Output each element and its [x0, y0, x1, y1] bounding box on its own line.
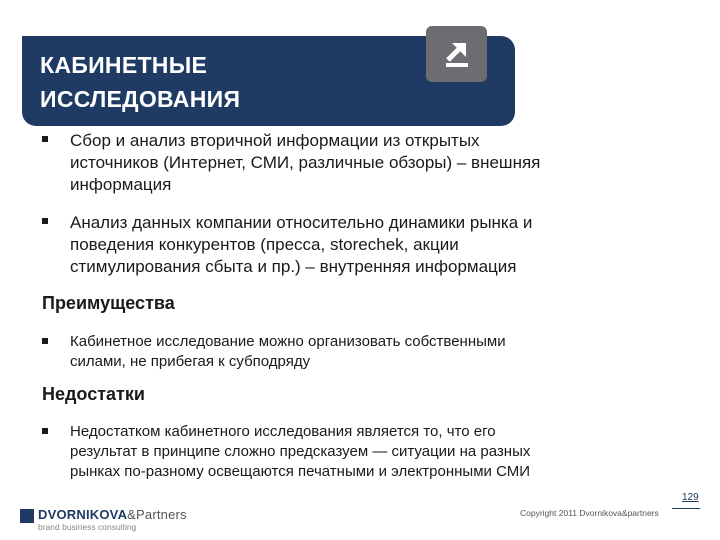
brand-logo-square	[426, 26, 487, 82]
bullet-line: Недостатком кабинетного исследования является то, что его	[70, 423, 496, 440]
bullet-advantage	[42, 332, 692, 376]
bullet-line: информация	[70, 175, 172, 194]
slide-title-line-2: ИССЛЕДОВАНИЯ	[40, 86, 241, 112]
page-number: 129	[682, 492, 699, 503]
bullet-external-info	[42, 130, 692, 200]
bullet-line: силами, не прибегая к субподряду	[70, 353, 311, 370]
bullet-text	[70, 332, 506, 372]
bullet-text	[70, 422, 530, 482]
logo-wordmark	[38, 507, 187, 522]
slide-title-line-1: КАБИНЕТНЫЕ	[40, 52, 208, 78]
bullet-line: рынках по-разному освещаются печатными и электронными СМИ	[70, 463, 531, 480]
disadvantages-heading: Недостатки	[42, 384, 145, 404]
footer-divider	[672, 508, 700, 509]
bullet-text	[70, 212, 532, 278]
advantages-heading: Преимущества	[42, 293, 175, 313]
bullet-line: поведения конкурентов (пресса, storechek, акции	[70, 235, 459, 254]
bullet-line: Анализ данных компании относительно динамики рынка и	[70, 213, 533, 232]
copyright-text: Copyright 2011 Dvornikova&partners	[520, 508, 659, 518]
bullet-marker	[42, 136, 48, 142]
arrow-up-right-icon	[442, 40, 472, 68]
bullet-internal-info	[42, 212, 692, 282]
bullet-line: Сбор и анализ вторичной информации из открытых	[70, 131, 480, 150]
logo-tagline: brand business consulting	[38, 522, 137, 532]
bullet-line: источников (Интернет, СМИ, различные обзоры) – внешняя	[70, 153, 541, 172]
logo-mark-icon	[20, 509, 34, 523]
logo-main-text: DVORNIKOVA	[38, 507, 128, 522]
bullet-marker	[42, 218, 48, 224]
bullet-text	[70, 130, 540, 196]
bullet-line: стимулирования сбыта и пр.) – внутренняя информация	[70, 257, 517, 276]
bullet-marker	[42, 428, 48, 434]
bullet-marker	[42, 338, 48, 344]
logo-partners-text: &Partners	[127, 507, 187, 522]
bullet-line: результат в принципе сложно предсказуем — ситуации на разных	[70, 443, 531, 460]
bullet-disadvantage	[42, 422, 692, 486]
bullet-line: Кабинетное исследование можно организовать собственными	[70, 333, 506, 350]
